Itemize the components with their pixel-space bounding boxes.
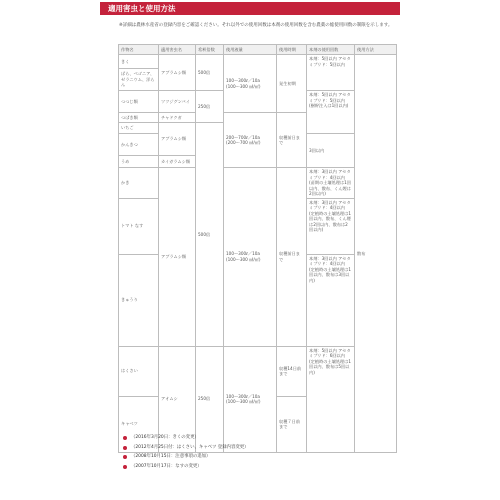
pest-cell: チャドクガ	[159, 113, 196, 123]
crop-cell: かんきつ	[119, 134, 159, 156]
count-cell: 本剤：5回以内 アセタミプリド：5回以内 (樹幹注入は1回以内)	[307, 91, 355, 134]
volume-cell: 200〜700ℓ／10a (200〜700 ㎖/㎡)	[224, 113, 277, 168]
dilution-cell: 500倍	[196, 123, 224, 347]
column-header: 本剤の使用回数	[307, 45, 355, 55]
count-cell: 本剤：5回以内 アセタミプリド：5回以内	[307, 55, 355, 91]
history-text: （2008年10月15日：注意事項の追加）	[131, 454, 211, 459]
revision-history	[122, 433, 392, 471]
history-text: （2007年10月17日：なすの変更）	[131, 463, 202, 469]
crop-cell: トマト なす	[119, 198, 159, 254]
count-cell: 3回以内	[307, 134, 355, 168]
history-item	[122, 433, 392, 443]
section-header	[100, 2, 400, 15]
history-item	[122, 452, 392, 462]
timing-cell: 収穫前日まで	[277, 168, 307, 347]
dilution-cell: 250倍	[196, 346, 224, 452]
crop-cell: ばら、ベゴニア、ゼラニウム、洋らん	[119, 69, 159, 91]
volume-cell: 100〜300ℓ／10a (100〜300 ㎖/㎡)	[224, 55, 277, 113]
column-header: 使用液量	[224, 45, 277, 55]
usage-table	[118, 44, 397, 453]
crop-cell: つつじ類	[119, 91, 159, 113]
volume-cell: 100〜300ℓ／10a (100〜300 ㎖/㎡)	[224, 346, 277, 452]
crop-cell: きく	[119, 55, 159, 69]
table-row	[119, 55, 397, 69]
column-header: 適用害虫名	[159, 45, 196, 55]
dilution-cell: 250倍	[196, 91, 224, 123]
count-cell: 本剤：3回以内 アセタミプリド：4回以内 (定植時の土壌処理は1回以内、散布は3回以内)	[307, 254, 355, 346]
dilution-cell: 500倍	[196, 55, 224, 91]
timing-cell: 収穫前日まで	[277, 113, 307, 168]
column-header: 希釈倍数	[196, 45, 224, 55]
crop-cell: いちご	[119, 123, 159, 134]
timing-cell: 発生初期	[277, 55, 307, 113]
usage-note: ※詳細は農林水産省の登録内容をご確認ください。それ以外での使用回数は本剤の使用回数を含む農薬の総使用回数の制限を示します。	[119, 23, 393, 28]
pest-cell: アオムシ	[159, 346, 196, 452]
crop-cell: つばき類	[119, 113, 159, 123]
count-cell: 本剤：5回以内 アセタミプリド：6回以内 (定植時の土壌処理は1回以内、散布は5回以内)	[307, 346, 355, 452]
bullet-icon	[123, 446, 127, 450]
bullet-icon	[123, 436, 127, 440]
section-title: 適用害虫と使用方法	[108, 4, 176, 13]
column-header: 使用時期	[277, 45, 307, 55]
bullet-icon	[123, 455, 127, 459]
crop-cell: きゅうり	[119, 254, 159, 346]
crop-cell: かき	[119, 168, 159, 199]
crop-cell: キャベツ	[119, 396, 159, 452]
pest-cell: カイガラムシ類	[159, 156, 196, 168]
timing-cell: 収穫14日前まで	[277, 346, 307, 396]
history-text: （2012年4月25日付：はくさい、キャベツ 登録内容変更）	[131, 444, 249, 450]
history-text: （2016年3月20日：きくの変更）	[131, 435, 199, 440]
table-header-row	[119, 45, 397, 55]
column-header: 使用方法	[355, 45, 397, 55]
volume-cell: 100〜300ℓ／10a (100〜300 ㎖/㎡)	[224, 168, 277, 347]
pest-cell: ツツジグンバイ	[159, 91, 196, 113]
history-item	[122, 462, 392, 472]
crop-cell: はくさい	[119, 346, 159, 396]
bullet-icon	[123, 465, 127, 469]
content-panel	[100, 0, 400, 500]
count-cell: 本剤：3回以内 アセタミプリド：4回以内 (苗期の土壌処理は1回以内、散布、くん煙は2回以内)	[307, 168, 355, 199]
crop-cell: うめ	[119, 156, 159, 168]
pest-cell: アブラムシ類	[159, 55, 196, 91]
column-header: 作物名	[119, 45, 159, 55]
history-item	[122, 443, 392, 453]
pest-cell: アブラムシ類	[159, 123, 196, 156]
timing-cell: 収穫７日前まで	[277, 396, 307, 452]
method-cell: 散布	[355, 55, 397, 453]
pest-cell: アブラムシ類	[159, 168, 196, 347]
count-cell: 本剤：3回以内 アセタミプリド：4回以内 (定植時の土壌処理は1回以内、散布、くん煙は2回以内、散布は2回以内)	[307, 198, 355, 254]
